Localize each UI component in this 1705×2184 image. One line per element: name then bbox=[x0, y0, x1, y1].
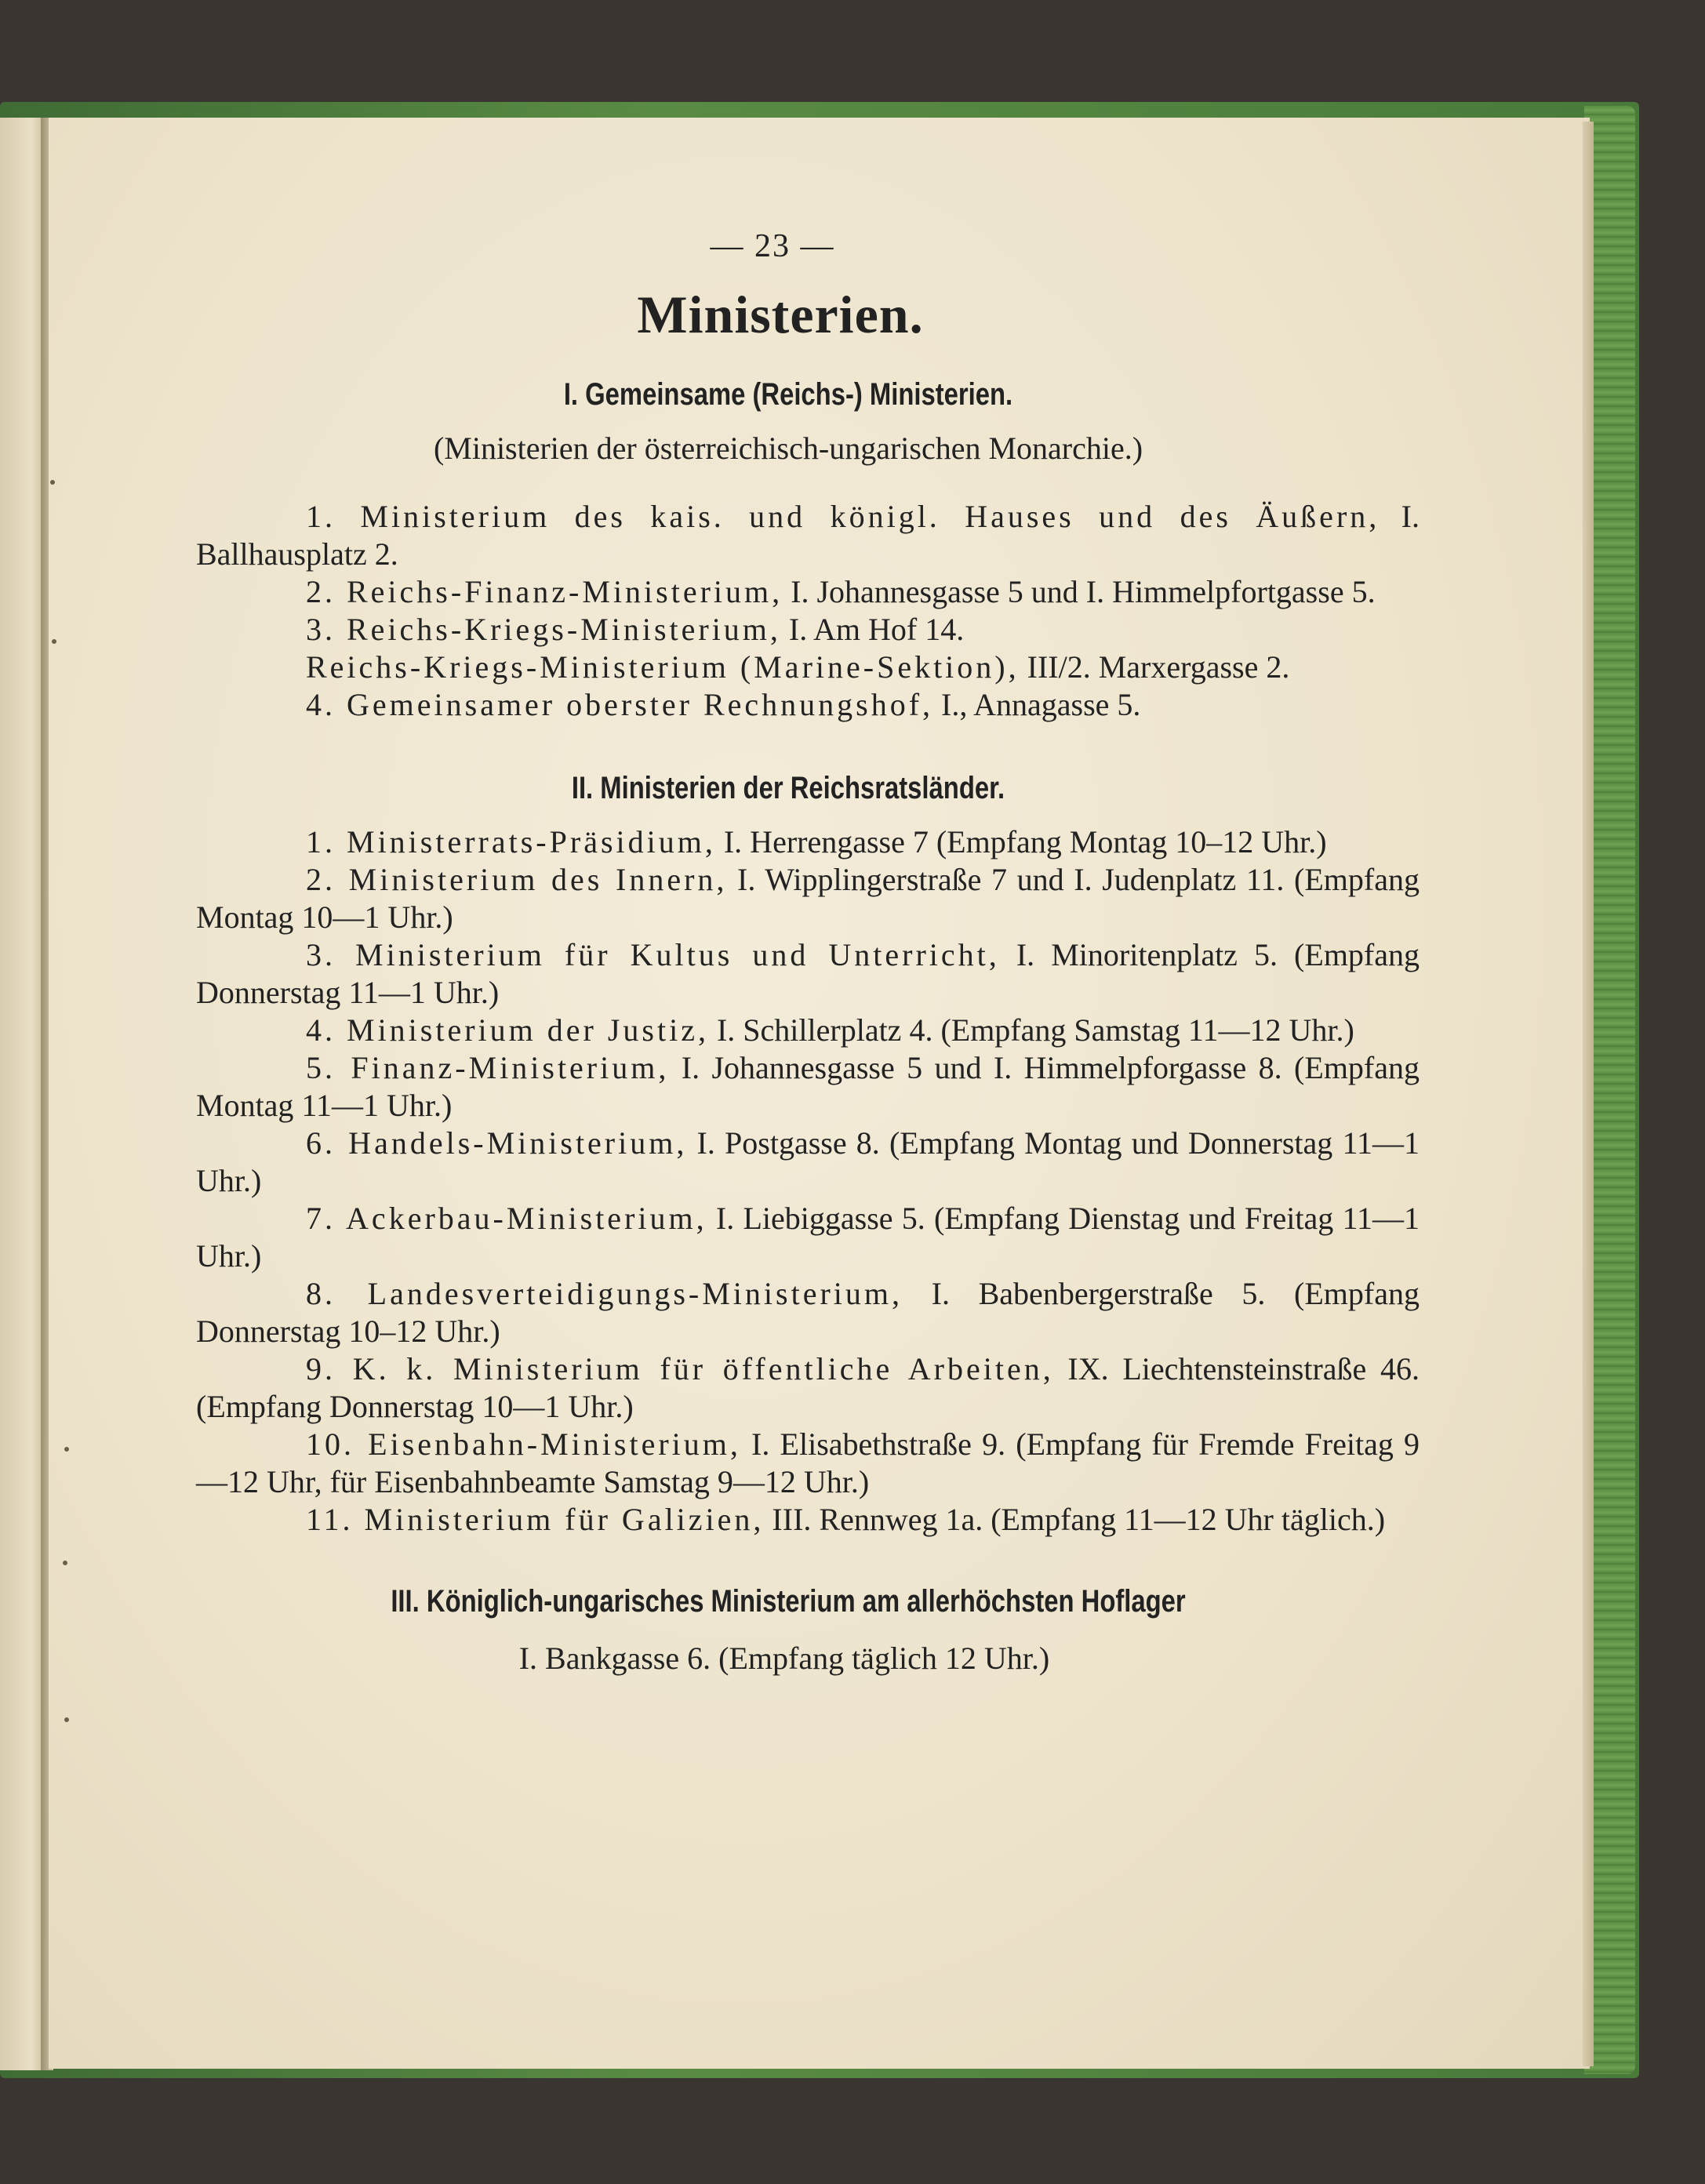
entry-address: I. Johannesgasse 5 und I. Himmelpfortgasse 5. bbox=[783, 574, 1376, 609]
entry-name: 2. Reichs-Finanz-Ministerium, bbox=[306, 574, 783, 609]
list-item bbox=[196, 498, 1420, 573]
entry-name: 11. Ministerium für Galizien, bbox=[306, 1502, 765, 1537]
paper-speck bbox=[64, 1717, 69, 1722]
entry-address: I. Ballhausplatz 2. bbox=[196, 499, 1420, 572]
list-item bbox=[196, 936, 1420, 1012]
section-heading-1: I. Gemeinsame (Reichs-) Ministerien. bbox=[563, 377, 1013, 412]
page-title: Ministerien. bbox=[637, 285, 924, 344]
section-1-list bbox=[188, 498, 1420, 724]
entry-address: I. Babenbergerstraße 5. (Empfang Donnerstag 10–12 Uhr.) bbox=[196, 1276, 1420, 1349]
paper-speck bbox=[50, 480, 55, 485]
entry-address: I. Elisabethstraße 9. (Empfang für Fremde Freitag 9—12 Uhr, für Eisenbahnbeamte Samstag 9—12 Uhr.) bbox=[196, 1426, 1420, 1499]
list-item bbox=[196, 649, 1420, 686]
entry-address: III. Rennweg 1a. (Empfang 11—12 Uhr täglich.) bbox=[764, 1502, 1386, 1537]
entry-name: 7. Ackerbau-Ministerium, bbox=[306, 1201, 707, 1236]
entry-address: III/2. Marxergasse 2. bbox=[1019, 649, 1290, 685]
entry-address: I. Minoritenplatz 5. (Empfang Donnerstag 11—1 Uhr.) bbox=[196, 937, 1420, 1010]
section-3-address: I. Bankgasse 6. (Empfang täglich 12 Uhr.) bbox=[518, 1641, 1050, 1676]
facing-page bbox=[0, 118, 45, 2070]
entry-name: 6. Handels-Ministerium, bbox=[306, 1125, 688, 1161]
list-item bbox=[196, 573, 1420, 611]
section-2-list bbox=[188, 823, 1420, 1539]
entry-address: I. Liebiggasse 5. (Empfang Dienstag und Freitag 11—1 Uhr.) bbox=[196, 1201, 1420, 1274]
entry-name: 1. Ministerium des kais. und königl. Hauses und des Äußern, bbox=[306, 499, 1380, 534]
section-heading-2: II. Ministerien der Reichsratsländer. bbox=[571, 771, 1005, 805]
entry-address: I. Johannesgasse 5 und I. Himmelpforgasse 8. (Empfang Montag 11—1 Uhr.) bbox=[196, 1050, 1420, 1123]
entry-address: I. Herrengasse 7 (Empfang Montag 10–12 Uhr.) bbox=[715, 824, 1327, 859]
entry-address: I. Postgasse 8. (Empfang Montag und Donnerstag 11—1 Uhr.) bbox=[196, 1125, 1420, 1198]
entry-address: I. Schillerplatz 4. (Empfang Samstag 11—12 Uhr.) bbox=[708, 1012, 1354, 1048]
section-subtitle-1: (Ministerien der österreichisch-ungarischen Monarchie.) bbox=[433, 431, 1143, 466]
list-item bbox=[196, 611, 1420, 649]
entry-name: 2. Ministerium des Innern, bbox=[306, 862, 728, 897]
page-content bbox=[188, 227, 1420, 1677]
entry-name: Reichs-Kriegs-Ministerium (Marine-Sektion), bbox=[306, 649, 1020, 685]
paper-speck bbox=[63, 1561, 67, 1565]
entry-name: 10. Eisenbahn-Ministerium, bbox=[306, 1426, 741, 1462]
entry-name: 3. Reichs-Kriegs-Ministerium, bbox=[306, 612, 781, 647]
list-item bbox=[196, 1275, 1420, 1350]
list-item bbox=[196, 861, 1420, 936]
list-item bbox=[196, 1350, 1420, 1426]
entry-name: 9. K. k. Ministerium für öffentliche Arbeiten, bbox=[306, 1351, 1054, 1386]
list-item bbox=[196, 1501, 1420, 1539]
entry-name: 3. Ministerium für Kultus und Unterricht, bbox=[306, 937, 1000, 972]
list-item bbox=[196, 1426, 1420, 1501]
entry-address: IX. Liechtensteinstraße 46. (Empfang Donnerstag 10—1 Uhr.) bbox=[196, 1351, 1420, 1424]
entry-name: 4. Gemeinsamer oberster Rechnungshof, bbox=[306, 687, 934, 722]
entry-address: I. Wipplingerstraße 7 und I. Judenplatz 11. (Empfang Montag 10—1 Uhr.) bbox=[196, 862, 1420, 935]
entry-name: 8. Landesverteidigungs-Ministerium, bbox=[306, 1276, 903, 1311]
entry-name: 4. Ministerium der Justiz, bbox=[306, 1012, 709, 1048]
page-number: — 23 — bbox=[710, 228, 835, 264]
list-item bbox=[196, 1125, 1420, 1200]
page-edge bbox=[1583, 122, 1594, 2066]
section-heading-3: III. Königlich-ungarisches Ministerium am allerhöchsten Hoflager bbox=[391, 1584, 1186, 1619]
entry-address: I. Am Hof 14. bbox=[780, 612, 965, 647]
paper-speck bbox=[52, 639, 56, 644]
list-item bbox=[196, 1200, 1420, 1275]
entry-name: 1. Ministerrats-Präsidium, bbox=[306, 824, 716, 859]
entry-name: 5. Finanz-Ministerium, bbox=[306, 1050, 670, 1085]
list-item bbox=[196, 823, 1420, 861]
list-item bbox=[196, 1049, 1420, 1125]
entry-address: I., Annagasse 5. bbox=[933, 687, 1141, 722]
list-item bbox=[196, 1012, 1420, 1049]
list-item bbox=[196, 686, 1420, 724]
paper-speck bbox=[64, 1447, 69, 1452]
